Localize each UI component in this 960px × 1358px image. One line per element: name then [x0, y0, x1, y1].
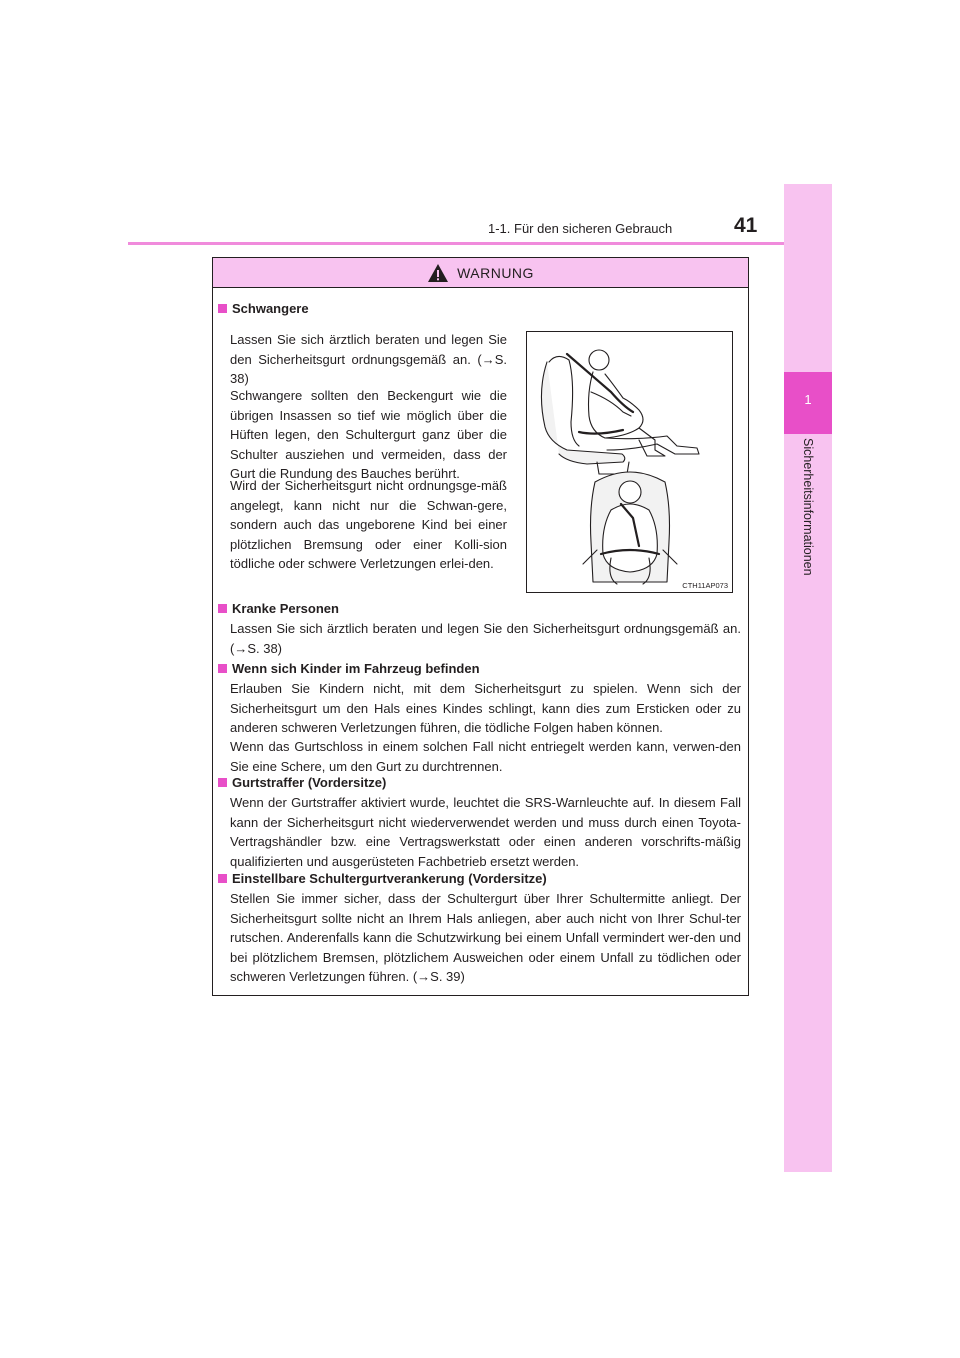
- chapter-label-text: Sicherheitsinformationen: [801, 438, 815, 576]
- warning-header: [213, 258, 748, 288]
- section-title-text: Kranke Personen: [232, 601, 339, 616]
- paragraph: Lassen Sie sich ärztlich beraten und legen Sie den Sicherheitsgurt ordnungsgemäß an. (→S. 38): [230, 332, 507, 386]
- page-number: 41: [734, 214, 758, 237]
- paragraph: Schwangere sollten den Beckengurt wie die übrigen Insassen so tief wie möglich über die Hüften legen, den Schultergurt ganz über die Schulter ausziehen und vermeiden, dass der Gurt die Rundung des Bauches berührt.: [230, 388, 507, 481]
- paragraph: Wird der Sicherheitsgurt nicht ordnungsge-mäß angelegt, kann nicht nur die Schwan-gere, sondern auch das ungeborene Kind bei einer plötzlichen Bremsung oder einer Kolli-sion tödliche oder schwere Verletzungen erlei-den.: [230, 478, 507, 571]
- warning-content: [213, 287, 748, 995]
- pregnant-seatbelt-illustration: [526, 331, 733, 593]
- paragraph: Erlauben Sie Kindern nicht, mit dem Sicherheitsgurt zu spielen. Wenn sich der Sicherheitsgurt um den Hals eines Kindes schlingt, kann dies zum Ersticken oder zu anderen schweren Verletzungen führen, die tödliche Folgen haben können.: [230, 681, 741, 735]
- section-title-text: Wenn sich Kinder im Fahrzeug befinden: [232, 661, 480, 676]
- square-bullet-icon: [218, 664, 227, 673]
- chapter-number: 1: [804, 392, 812, 407]
- square-bullet-icon: [218, 304, 227, 313]
- section-title-kinder: [218, 661, 480, 676]
- warning-title: WARNUNG: [457, 264, 534, 281]
- seatbelt-illustration-drawing: [527, 332, 732, 592]
- square-bullet-icon: [218, 874, 227, 883]
- running-header: 1-1. Für den sicheren Gebrauch: [488, 221, 673, 236]
- section-title-text: Gurtstraffer (Vordersitze): [232, 775, 387, 790]
- section-title-text: Einstellbare Schultergurtverankerung (Vordersitze): [232, 871, 547, 886]
- square-bullet-icon: [218, 778, 227, 787]
- section-title-schwangere: [218, 301, 309, 316]
- chapter-side-tab: [784, 184, 832, 1172]
- figure-code: CTH11AP073: [682, 581, 728, 590]
- warning-triangle-icon: [427, 263, 449, 283]
- section-title-kranke-personen: [218, 601, 339, 616]
- paragraph: Stellen Sie immer sicher, dass der Schultergurt über Ihrer Schultermitte anliegt. Der Sicherheitsgurt sollte nicht an Ihrem Hals anliegen, aber auch nicht von Ihrer Schul-ter rutschen. Anderenfalls kann die Schutzwirkung bei einem Unfall vermindert wer-den und bei plötzlichem Bremsen, plötzlichem Ausweichen oder einem Unfall zu tödlichen oder schweren Verletzungen führen. (→S. 39): [230, 891, 741, 984]
- header-rule: [128, 242, 784, 245]
- section-title-gurtstraffer: [218, 775, 386, 790]
- section-title-schultergurtverankerung: [218, 871, 547, 886]
- warning-box: [212, 257, 749, 996]
- paragraph: Wenn das Gurtschloss in einem solchen Fall nicht entriegelt werden kann, verwen-den Sie eine Schere, um den Gurt zu durchtrennen.: [230, 739, 741, 774]
- paragraph: Lassen Sie sich ärztlich beraten und legen Sie den Sicherheitsgurt ordnungsgemäß an. (→S. 38): [230, 621, 741, 656]
- paragraph: Wenn der Gurtstraffer aktiviert wurde, leuchtet die SRS-Warnleuchte auf. In diesem Fall kann der Sicherheitsgurt nicht wiederverwendet werden und muss durch einen Toyota-Vertragshändler bzw. eine Vertragswerkstatt oder einen anderen vorschrifts-mäßig qualifizierten und ausgerüsteten Fachbetrieb ersetzt werden.: [230, 795, 741, 869]
- section-title-text: Schwangere: [232, 301, 309, 316]
- square-bullet-icon: [218, 604, 227, 613]
